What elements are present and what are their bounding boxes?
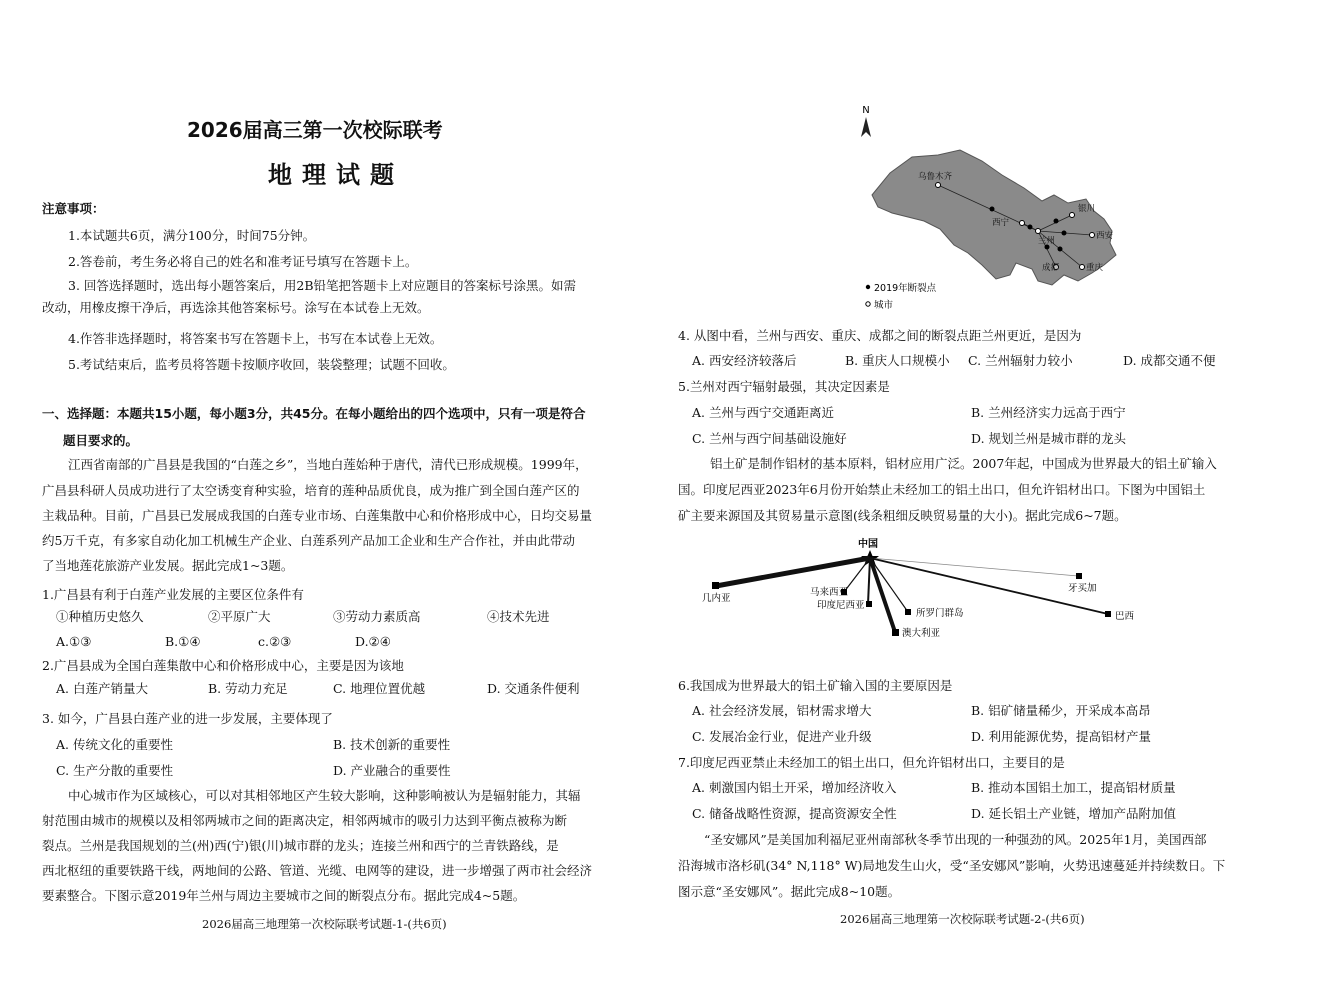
trade-line-indonesia [868, 558, 870, 604]
legend-city: 城市 [874, 300, 894, 311]
q1-option-a[interactable]: A.①③ [56, 634, 92, 649]
passage-line: 主栽品种。目前，广昌县已发展成我国的白莲专业市场、白莲集散中心和价格形成中心，日均交易量 [42, 508, 593, 523]
q7-stem: 7.印度尼西亚禁止未经加工的铝土出口，但允许铝材出口，主要目的是 [678, 755, 1065, 770]
q5-option-b[interactable]: B. 兰州经济实力远高于西宁 [971, 405, 1126, 420]
notice-item: 2.答卷前，考生务必将自己的姓名和准考证号填写在答题卡上。 [68, 254, 418, 269]
map-north-label: N [862, 105, 870, 116]
section-heading: 一、选择题：本题共15小题，每小题3分，共45分。在每小题给出的四个选项中，只有一项是符合 [42, 406, 586, 421]
q4-option-d[interactable]: D. 成都交通不便 [1123, 353, 1216, 368]
q3-option-b[interactable]: B. 技术创新的重要性 [333, 737, 451, 752]
q1-option-c[interactable]: c.②③ [258, 634, 292, 649]
q4-option-a[interactable]: A. 西安经济较落后 [692, 353, 797, 368]
passage-line: 射范围由城市的规模以及相邻两城市之间的距离决定，相邻两城市的吸引力达到平衡点被称为断 [42, 813, 568, 828]
notice-item: 3. 回答选择题时，选出每小题答案后，用2B铅笔把答题卡上对应题目的答案标号涂黑。如需 [68, 278, 577, 293]
q2-option-a[interactable]: A. 白莲产销量大 [56, 681, 148, 696]
notice-heading: 注意事项： [42, 201, 105, 216]
city-label: 乌鲁木齐 [918, 172, 953, 182]
section-heading-cont: 题目要求的。 [63, 433, 139, 448]
q6-option-c[interactable]: C. 发展冶金行业，促进产业升级 [692, 729, 872, 744]
q4-option-c[interactable]: C. 兰州辐射力较小 [968, 353, 1073, 368]
q3-option-a[interactable]: A. 传统文化的重要性 [56, 737, 173, 752]
q2-option-d[interactable]: D. 交通条件便利 [487, 681, 580, 696]
q6-option-b[interactable]: B. 铝矿储量稀少，开采成本高昂 [971, 703, 1151, 718]
notice-item: 5.考试结束后，监考员将答题卡按顺序收回，装袋整理；试题不回收。 [68, 357, 455, 372]
notice-item: 1.本试题共6页，满分100分，时间75分钟。 [68, 228, 316, 243]
q7-option-a[interactable]: A. 刺激国内铝土开采，增加经济收入 [692, 780, 897, 795]
city-label: 重庆 [1086, 263, 1104, 273]
exam-title: 2026届高三第一次校际联考 [187, 118, 443, 142]
passage-line: 铝土矿是制作铝材的基本原料，铝材应用广泛。2007年起，中国成为世界最大的铝土矿输入 [710, 456, 1217, 471]
notice-item: 改动，用橡皮擦干净后，再选涂其他答案标号。涂写在本试卷上无效。 [42, 300, 430, 315]
passage-line: 西北枢纽的重要铁路干线，两地间的公路、管道、光缆、电网等的建设，进一步增强了两市社会经济 [42, 863, 593, 878]
q6-option-a[interactable]: A. 社会经济发展，铝材需求增大 [692, 703, 872, 718]
passage-line: 约5万千克，有多家自动化加工机械生产企业、白莲系列产品加工企业和生产合作社，并由此带动 [42, 533, 575, 548]
q7-option-c[interactable]: C. 储备战略性资源，提高资源安全性 [692, 806, 897, 821]
partner-label: 马来西亚 [810, 587, 849, 598]
city-label: 银川 [1078, 204, 1096, 214]
q2-stem: 2.广昌县成为全国白莲集散中心和价格形成中心，主要是因为该地 [42, 658, 404, 673]
passage-line: 图示意“圣安娜风”。据此完成8~10题。 [678, 884, 901, 899]
partner-label: 印度尼西亚 [817, 600, 865, 611]
notice-item: 4.作答非选择题时，将答案书写在答题卡上，书写在本试卷上无效。 [68, 331, 443, 346]
q5-option-a[interactable]: A. 兰州与西宁交通距离近 [692, 405, 834, 420]
q7-option-d[interactable]: D. 延长铝土产业链，增加产品附加值 [971, 806, 1177, 821]
north-arrow-icon [861, 117, 871, 137]
partner-label: 澳大利亚 [902, 628, 941, 639]
partner-label: 所罗门群岛 [916, 608, 964, 619]
region-map [842, 95, 1142, 320]
q3-stem: 3. 如今，广昌县白莲产业的进一步发展，主要体现了 [42, 711, 333, 726]
city-label: 西安 [1096, 231, 1114, 241]
q1-stem: 1.广昌县有利于白莲产业发展的主要区位条件有 [42, 587, 304, 602]
q2-option-b[interactable]: B. 劳动力充足 [208, 681, 288, 696]
city-label: 西宁 [992, 218, 1010, 228]
trade-center-label: 中国 [858, 539, 878, 550]
q3-option-c[interactable]: C. 生产分散的重要性 [56, 763, 174, 778]
q1-condition: ④技术先进 [487, 609, 550, 624]
partner-label: 几内亚 [702, 593, 731, 604]
trade-line-jamaica [870, 558, 1078, 576]
passage-line: 广昌县科研人员成功进行了太空诱变育种实验，培育的莲种品质优良，成为推广到全国白莲产区的 [42, 483, 580, 498]
page-footer-1: 2026届高三地理第一次校际联考试题-1-(共6页) [202, 917, 447, 931]
partner-label: 牙买加 [1068, 583, 1097, 594]
q6-option-d[interactable]: D. 利用能源优势，提高铝材产量 [971, 729, 1152, 744]
passage-line: 裂点。兰州是我国规划的兰(州)西(宁)银(川)城市群的龙头；连接兰州和西宁的兰青铁路线，是 [42, 838, 559, 853]
trade-line-australia [870, 558, 895, 632]
passage-line: 沿海城市洛杉矶(34° N,118° W)局地发生山火，受“圣安娜风”影响，火势迅速蔓延并持续数日。下 [678, 858, 1226, 873]
q1-option-b[interactable]: B.①④ [165, 634, 201, 649]
passage-line: 江西省南部的广昌县是我国的“白莲之乡”，当地白莲始种于唐代，清代已形成规模。1999年， [68, 457, 588, 472]
q4-stem: 4. 从图中看，兰州与西安、重庆、成都之间的断裂点距兰州更近，是因为 [678, 328, 1082, 343]
partner-label: 巴西 [1115, 611, 1135, 622]
q1-option-d[interactable]: D.②④ [355, 634, 391, 649]
legend-breakpoint: 2019年断裂点 [874, 283, 937, 294]
q6-stem: 6.我国成为世界最大的铝土矿输入国的主要原因是 [678, 678, 953, 693]
passage-line: 了当地莲花旅游产业发展。据此完成1~3题。 [42, 558, 294, 573]
passage-line: “圣安娜风”是美国加利福尼亚州南部秋冬季节出现的一种强劲的风。2025年1月，美国西部 [704, 832, 1207, 847]
trade-line-guinea [716, 558, 870, 586]
trade-diagram [690, 530, 1150, 650]
q2-option-c[interactable]: C. 地理位置优越 [333, 681, 426, 696]
city-label: 兰州 [1038, 236, 1056, 246]
city-label: 成都 [1042, 263, 1060, 273]
q1-condition: ①种植历史悠久 [56, 609, 144, 624]
page-footer-2: 2026届高三地理第一次校际联考试题-2-(共6页) [840, 912, 1085, 926]
q7-option-b[interactable]: B. 推动本国铝土加工，提高铝材质量 [971, 780, 1176, 795]
q1-condition: ③劳动力素质高 [333, 609, 421, 624]
q3-option-d[interactable]: D. 产业融合的重要性 [333, 763, 451, 778]
passage-line: 中心城市作为区域核心，可以对其相邻地区产生较大影响，这种影响被认为是辐射能力，其辐 [68, 788, 581, 803]
passage-line: 要素整合。下图示意2019年兰州与周边主要城市之间的断裂点分布。据此完成4~5题。 [42, 888, 526, 903]
q5-stem: 5.兰州对西宁辐射最强，其决定因素是 [678, 379, 890, 394]
q1-condition: ②平原广大 [208, 609, 271, 624]
q5-option-c[interactable]: C. 兰州与西宁间基础设施好 [692, 431, 847, 446]
passage-line: 矿主要来源国及其贸易量示意图(线条粗细反映贸易量的大小)。据此完成6~7题。 [678, 508, 1127, 523]
subject-title: 地理试题 [268, 161, 404, 189]
q5-option-d[interactable]: D. 规划兰州是城市群的龙头 [971, 431, 1127, 446]
q4-option-b[interactable]: B. 重庆人口规模小 [845, 353, 950, 368]
passage-line: 国。印度尼西亚2023年6月份开始禁止未经加工的铝土出口，但允许铝材出口。下图为中国铝土 [678, 482, 1206, 497]
